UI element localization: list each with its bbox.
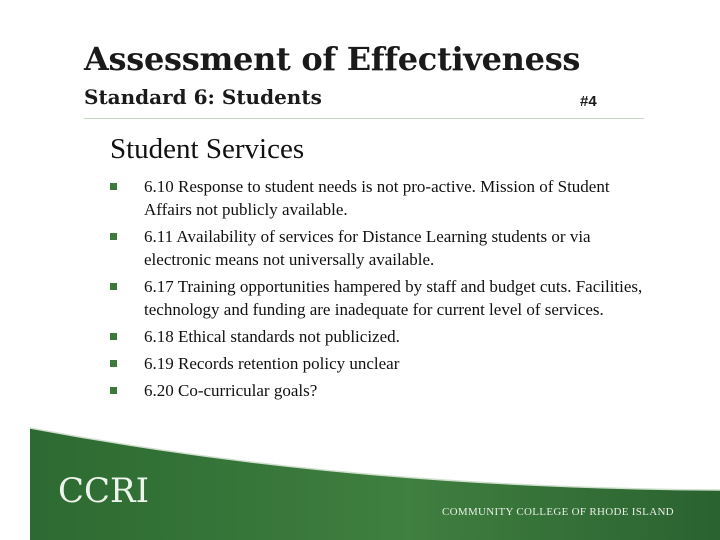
bullet-item [110, 379, 650, 402]
bullet-text: 6.10 Response to student needs is not pro-active. Mission of Student Affairs not publicly available. [144, 177, 610, 219]
ccri-logo [58, 462, 150, 516]
section-heading: Student Services [110, 133, 305, 165]
bullet-item [110, 225, 650, 271]
bullet-item [110, 325, 650, 348]
bullet-item [110, 175, 650, 221]
bullet-text: 6.20 Co-curricular goals? [144, 381, 318, 400]
slide-subtitle: Standard 6: Students [84, 85, 322, 109]
slide-title: Assessment of Effectiveness [84, 40, 581, 78]
square-bullet-icon [110, 183, 117, 190]
college-name: COMMUNITY COLLEGE OF RHODE ISLAND [442, 506, 674, 518]
square-bullet-icon [110, 283, 117, 290]
header-divider [84, 118, 644, 119]
bullet-list [110, 175, 650, 406]
bullet-text: 6.18 Ethical standards not publicized. [144, 327, 400, 346]
ccri-logo-lettering: CCRI [58, 471, 150, 511]
square-bullet-icon [110, 360, 117, 367]
bullet-text: 6.19 Records retention policy unclear [144, 354, 400, 373]
bullet-text: 6.17 Training opportunities hampered by staff and budget cuts. Facilities, technology and funding are inadequate for current level of services. [144, 277, 643, 319]
bullet-item [110, 275, 650, 321]
square-bullet-icon [110, 387, 117, 394]
bullet-item [110, 352, 650, 375]
slide-number: #4 [580, 93, 597, 110]
bullet-text: 6.11 Availability of services for Distance Learning students or via electronic means not universally available. [144, 227, 591, 269]
square-bullet-icon [110, 233, 117, 240]
square-bullet-icon [110, 333, 117, 340]
